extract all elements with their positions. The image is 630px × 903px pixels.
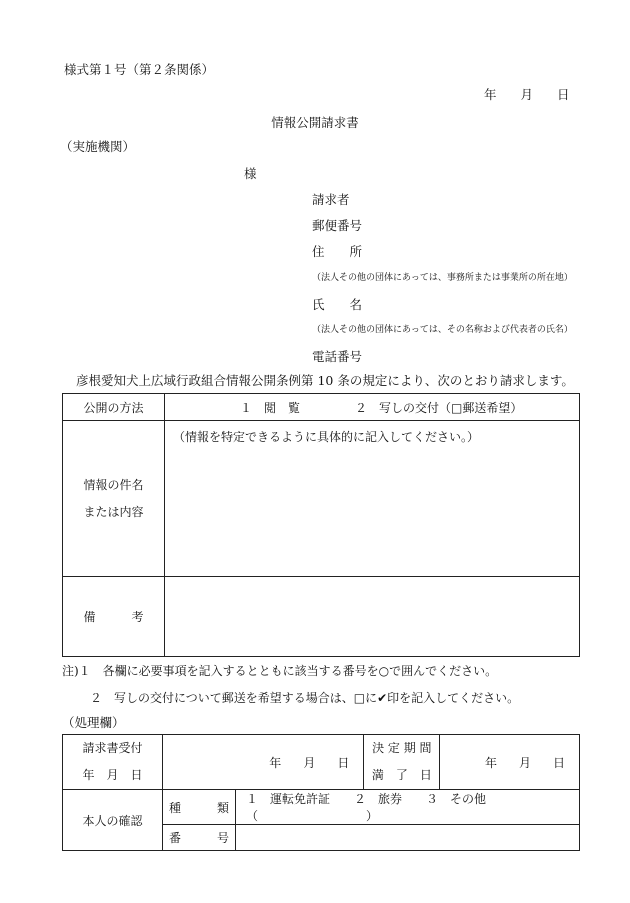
date-year: 年 bbox=[484, 87, 497, 102]
deadline-label-line1: 決 定 期 間 bbox=[372, 741, 432, 755]
request-statement: 彦根愛知犬上広域行政組合情報公開条例第 10 条の規定により、次のとおり請求します。 bbox=[76, 373, 574, 388]
remarks-label: 備 考 bbox=[63, 577, 165, 657]
requester-heading: 請求者 bbox=[312, 192, 350, 207]
date-month: 月 bbox=[520, 87, 534, 102]
info-content-field[interactable] bbox=[165, 421, 580, 577]
deadline-year: 年 bbox=[484, 755, 497, 770]
remarks-field[interactable] bbox=[165, 577, 580, 657]
note-2: ２ 写しの交付について郵送を希望する場合は、□に✔印を記入してください。 bbox=[90, 691, 520, 705]
received-day: 日 bbox=[337, 755, 350, 770]
info-label-line2: または内容 bbox=[83, 504, 144, 519]
honorific: 様 bbox=[244, 166, 257, 181]
id-type-options: １ 運転免許証 ２ 旅券 ３ その他（ ） bbox=[236, 790, 580, 825]
id-type-label: 種 類 bbox=[163, 790, 236, 825]
date-day: 日 bbox=[557, 87, 570, 102]
received-date-field[interactable] bbox=[163, 735, 364, 790]
phone-label: 電話番号 bbox=[312, 349, 363, 364]
document-title: 情報公開請求書 bbox=[271, 115, 359, 130]
form-number: 様式第１号（第２条関係） bbox=[64, 62, 215, 77]
identity-label: 本人の確認 bbox=[63, 790, 163, 851]
received-label-line1: 請求書受付 bbox=[82, 741, 143, 755]
processing-table bbox=[62, 734, 580, 851]
deadline-label-cell bbox=[364, 735, 440, 790]
info-label-line1: 情報の件名 bbox=[83, 477, 144, 492]
agency-label: （実施機関） bbox=[60, 139, 136, 154]
name-label: 氏 名 bbox=[312, 297, 363, 312]
id-number-label: 番 号 bbox=[163, 825, 236, 851]
postal-code-label: 郵便番号 bbox=[312, 218, 363, 233]
received-month: 月 bbox=[303, 755, 316, 770]
received-label-line2: 年 月 日 bbox=[82, 768, 143, 782]
address-label: 住 所 bbox=[312, 244, 363, 259]
request-table bbox=[62, 393, 580, 657]
deadline-month: 月 bbox=[518, 755, 531, 770]
method-options-cell bbox=[165, 394, 580, 421]
date-line bbox=[484, 85, 570, 103]
deadline-day: 日 bbox=[552, 755, 565, 770]
method-label: 公開の方法 bbox=[63, 394, 165, 421]
processing-heading: （処理欄） bbox=[62, 715, 125, 730]
note-1: 注)１ 各欄に必要事項を記入するとともに該当する番号を○で囲んでください。 bbox=[62, 664, 498, 678]
name-note: （法人その他の団体にあっては、その名称および代表者の氏名） bbox=[312, 325, 573, 335]
deadline-date-field[interactable] bbox=[440, 735, 580, 790]
address-note: （法人その他の団体にあっては、事務所または事業所の所在地） bbox=[312, 273, 573, 283]
option-view: １ 閲 覧 bbox=[240, 400, 301, 415]
received-label-cell bbox=[63, 735, 163, 790]
info-instruction: （情報を特定できるように具体的に記入してください。） bbox=[173, 430, 480, 444]
deadline-label-line2: 満 了 日 bbox=[371, 768, 432, 782]
id-number-field[interactable] bbox=[236, 825, 580, 851]
received-year: 年 bbox=[269, 755, 282, 770]
option-copy: ２ 写しの交付（□郵送希望） bbox=[355, 400, 523, 415]
info-label-cell bbox=[63, 421, 165, 577]
